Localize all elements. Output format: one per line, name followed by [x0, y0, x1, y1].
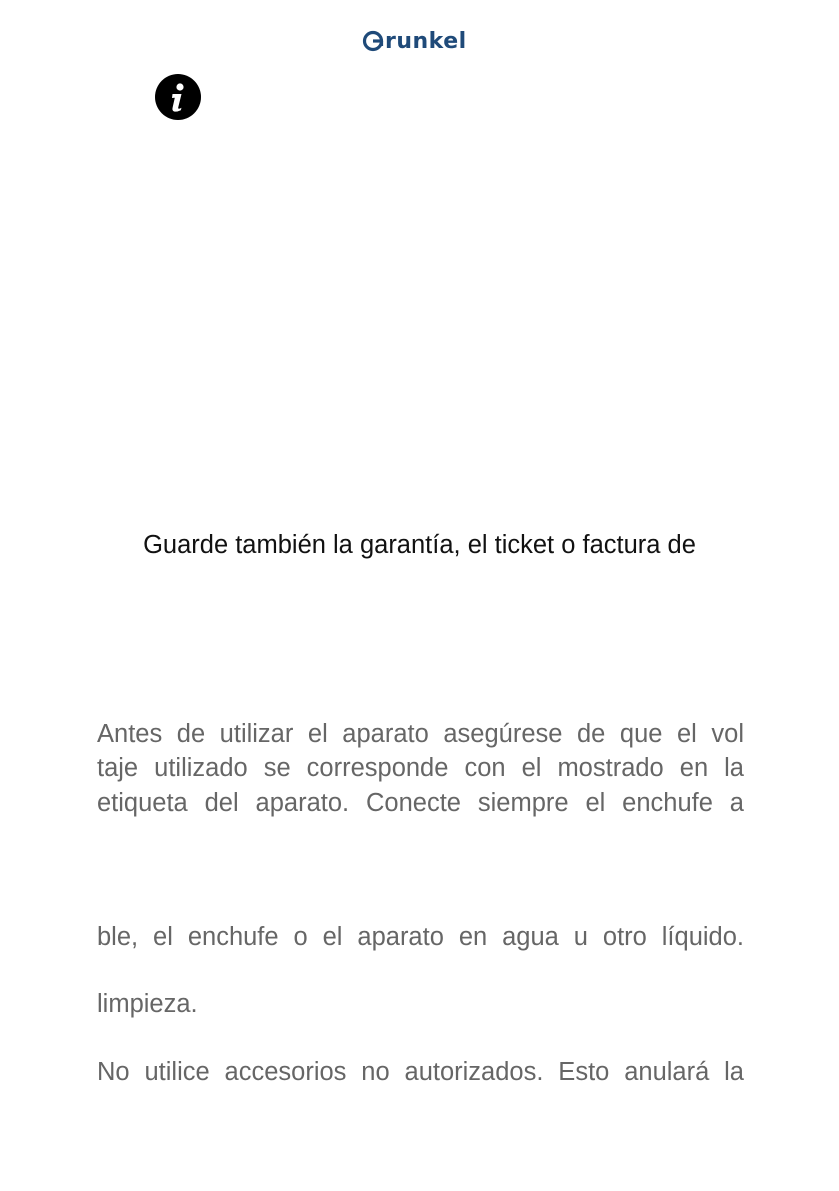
brand-name: runkel	[385, 28, 467, 54]
voltage-line-3: etiqueta del aparato. Conecte siempre el enchufe a	[97, 789, 744, 817]
info-circle-icon	[155, 74, 201, 120]
cleaning-line: limpieza.	[97, 990, 198, 1018]
voltage-line-2: taje utilizado se corresponde con el mostrado en la	[97, 754, 744, 782]
brand-logo	[362, 26, 467, 56]
accessories-line: No utilice accesorios no autorizados. Esto anulará la	[97, 1058, 744, 1086]
voltage-line-1: Antes de utilizar el aparato asegúrese de que el vol	[97, 720, 744, 748]
liquid-warning-line: ble, el enchufe o el aparato en agua u otro líquido.	[97, 923, 744, 951]
logo-g-mark-icon	[362, 30, 384, 52]
warranty-line: Guarde también la garantía, el ticket o factura de	[143, 531, 696, 559]
